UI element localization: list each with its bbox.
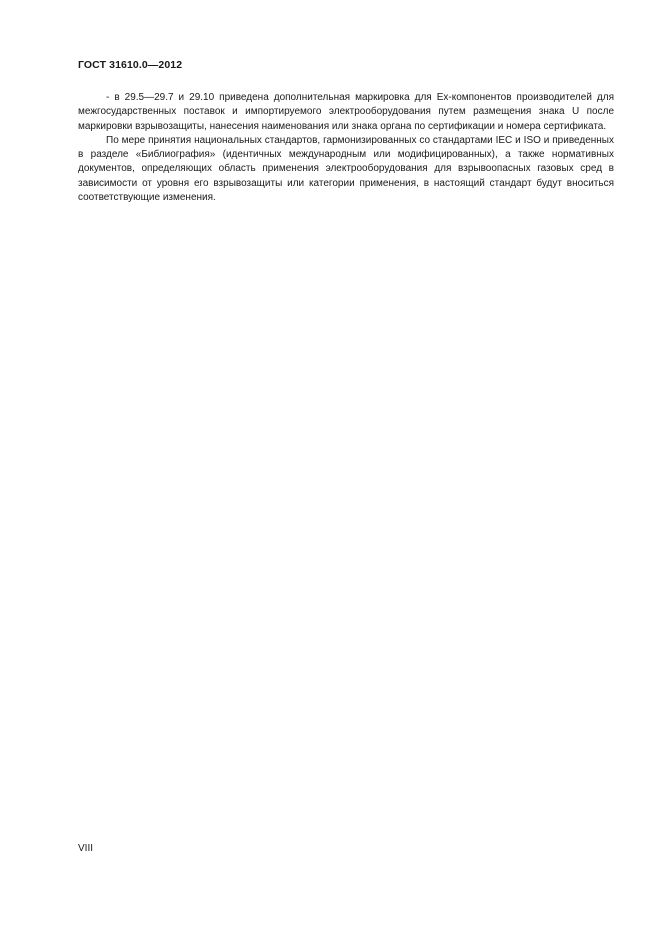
- paragraph-standards-changes: По мере принятия национальных стандартов, гармонизированных со стандартами IEC и ISO и приведенных в разделе «Библиография» (идентичных международным или модифицированных), а также нормативных документов, определяющих область применения электрооборудования для взрывоопасных газовых сред в зависимости от уровня его взрывозащиты или категории применения, в настоящий стандарт будут вноситься соответствующие изменения.: [78, 134, 614, 204]
- paragraph-marking: - в 29.5—29.7 и 29.10 приведена дополнительная маркировка для Ex-компонентов производителей для межгосударственных поставок и импортируемого электрооборудования путем размещения знака U после маркировки взрывозащиты, нанесения наименования или знака органа по сертификации и номера сертификата.: [78, 92, 614, 132]
- document-header: ГОСТ 31610.0—2012: [78, 59, 183, 71]
- body-text: [78, 91, 614, 205]
- page-number: VIII: [78, 843, 94, 854]
